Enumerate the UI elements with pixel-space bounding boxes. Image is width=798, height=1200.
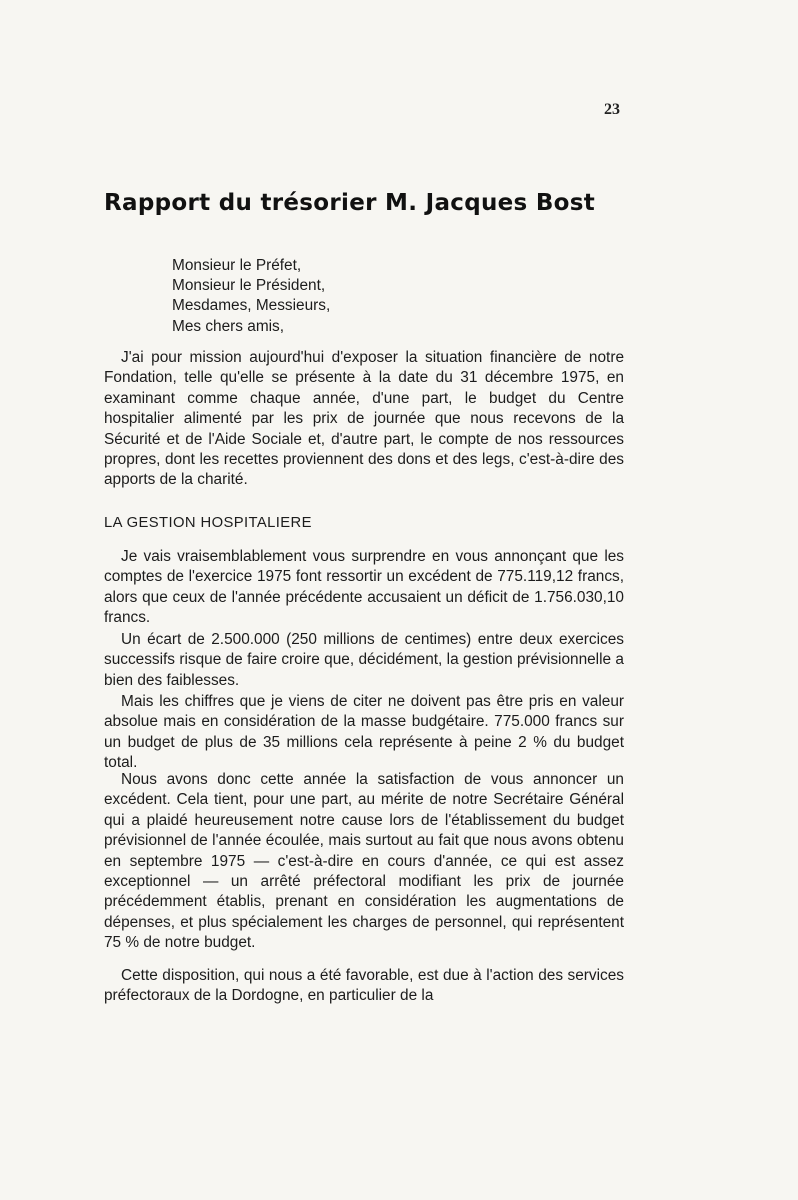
salutation-line: Monsieur le Président, <box>172 277 326 295</box>
section-heading: LA GESTION HOSPITALIERE <box>104 515 312 531</box>
paragraph <box>104 770 624 954</box>
paragraph-text: Je vais vraisemblablement vous surprendre en vous annonçant que les comptes de l'exercice 1975 font ressortir un excédent de 775.119,12 francs, alors que ceux de l'année précédente accusaient un déficit de 1.756.030,10 francs. <box>104 548 624 627</box>
salutation-line: Mesdames, Messieurs, <box>172 297 331 315</box>
paragraph <box>104 966 624 1007</box>
page-title: Rapport du trésorier M. Jacques Bost <box>104 190 596 216</box>
paragraph <box>104 630 624 691</box>
salutation <box>172 256 552 337</box>
salutation-line: Monsieur le Préfet, <box>172 257 302 274</box>
paragraph-text: Un écart de 2.500.000 (250 millions de centimes) entre deux exercices successifs risque de faire croire que, décidément, la gestion prévisionnelle a bien des faiblesses. <box>104 631 624 689</box>
paragraph <box>104 547 624 629</box>
salutation-line: Mes chers amis, <box>172 317 285 335</box>
paragraph-text: Mais les chiffres que je viens de citer ne doivent pas être pris en valeur absolue mais en considération de la masse budgétaire. 775.000 francs sur un budget de plus de 35 millions cela représente à peine 2 % du budget total. <box>104 693 624 772</box>
paragraph-text: Nous avons donc cette année la satisfaction de vous annoncer un excédent. Cela tient, pour une part, au mérite de notre Secrétaire Général qui a plaidé heureusement notre cause lors de l'établissement du budget prévisionnel de l'année écoulée, mais surtout au fait que nous avons obtenu en septembre 1975 — c'est-à-dire en cours d'année, ce qui est assez exceptionnel — un arrêté préfectoral modifiant les prix de journée précédemment établis, prenant en considération les augmentations de dépenses, et plus spécialement les charges de personnel, qui représentent 75 % de notre budget. <box>104 771 624 952</box>
paragraph-text: J'ai pour mission aujourd'hui d'exposer la situation financière de notre Fondation, telle qu'elle se présente à la date du 31 décembre 1975, en examinant comme chaque année, d'une part, le budget du Centre hospitalier alimenté par les prix de journée que nous recevons de la Sécurité et de l'Aide Sociale et, d'autre part, le compte de nos ressources propres, dont les recettes proviennent des dons et des legs, c'est-à-dire des apports de la charité. <box>104 349 624 489</box>
paragraph-text: Cette disposition, qui nous a été favorable, est due à l'action des services préfectoraux de la Dordogne, en particulier de la <box>104 967 624 1005</box>
paragraph <box>104 348 624 491</box>
paragraph <box>104 692 624 774</box>
page-number: 23 <box>604 101 620 118</box>
